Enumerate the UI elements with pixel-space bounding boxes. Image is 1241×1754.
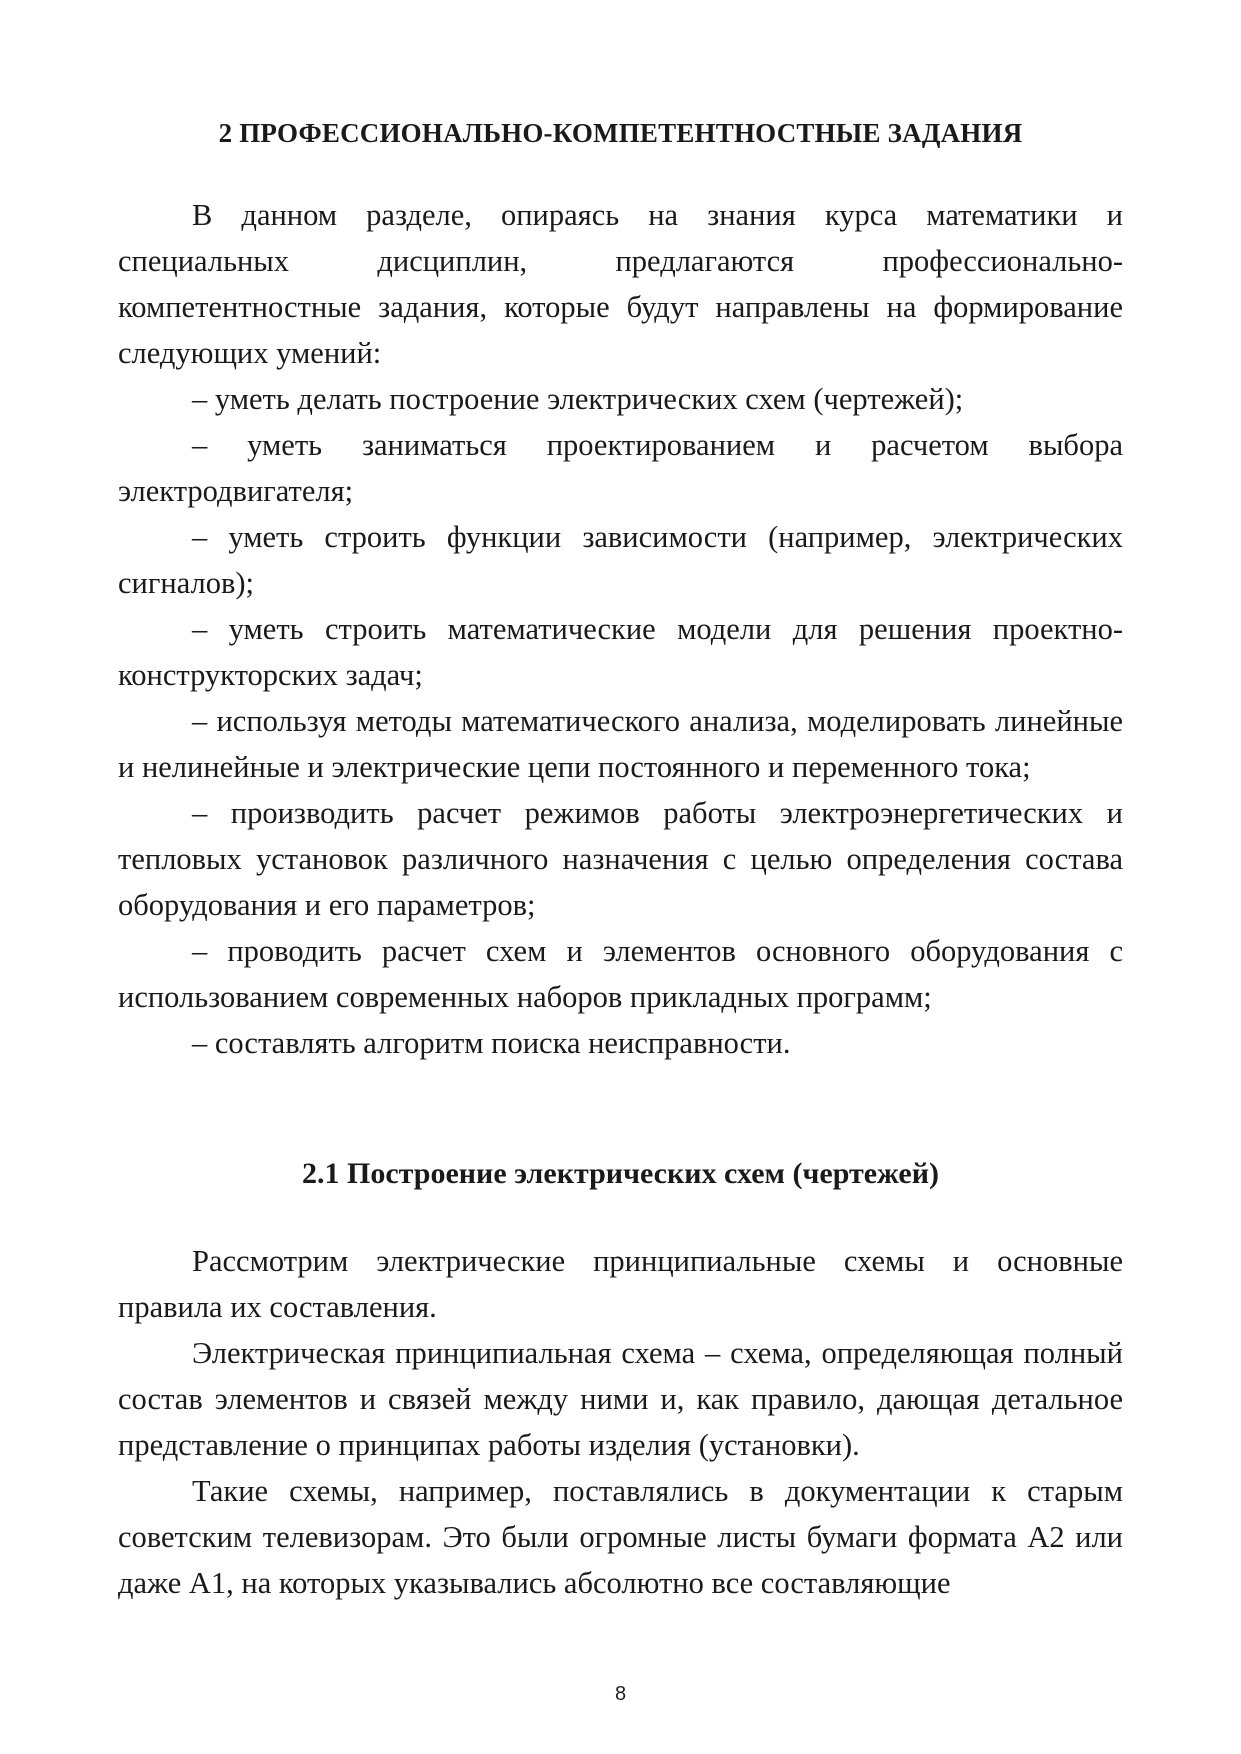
body-paragraph: Такие схемы, например, поставлялись в документации к старым советским телевизорам. Это были огромные листы бумаги формата А2 или даже А1, на которых указывались абсолютно все составляющие [118, 1474, 1123, 1600]
section-body [118, 192, 1123, 1066]
skill-item: – уметь делать построение электрических схем (чертежей); [192, 382, 964, 416]
page-number: 8 [614, 1683, 627, 1705]
skill-item: – проводить расчет схем и элементов основного оборудования с использованием современных наборов прикладных программ; [118, 934, 1123, 1014]
body-paragraph: Рассмотрим электрические принципиальные схемы и основные правила их составления. [118, 1244, 1123, 1324]
skill-item: – производить расчет режимов работы электроэнергетических и тепловых установок различного назначения с целью определения состава оборудования и его параметров; [118, 796, 1123, 922]
body-paragraph: Электрическая принципиальная схема – схема, определяющая полный состав элементов и связей между ними и, как правило, дающая детальное представление о принципах работы изделия (установки). [118, 1336, 1123, 1462]
intro-paragraph: В данном разделе, опираясь на знания курса математики и специальных дисциплин, предлагаются профессионально-компетентностные задания, которые будут направлены на формирование следующих умений: [118, 198, 1123, 370]
skill-item: – уметь строить функции зависимости (например, электрических сигналов); [118, 520, 1123, 600]
skill-item: – уметь заниматься проектированием и расчетом выбора электродвигателя; [118, 428, 1123, 508]
subsection-body [118, 1238, 1123, 1606]
skill-item: – уметь строить математические модели для решения проектно-конструкторских задач; [118, 612, 1123, 692]
skill-item: – используя методы математического анализа, моделировать линейные и нелинейные и электрические цепи постоянного и переменного тока; [118, 704, 1123, 784]
section-title: 2 ПРОФЕССИОНАЛЬНО-КОМПЕТЕНТНОСТНЫЕ ЗАДАНИЯ [218, 118, 1023, 148]
subsection-title: 2.1 Построение электрических схем (чертежей) [302, 1157, 939, 1190]
skill-item: – составлять алгоритм поиска неисправности. [192, 1026, 791, 1060]
